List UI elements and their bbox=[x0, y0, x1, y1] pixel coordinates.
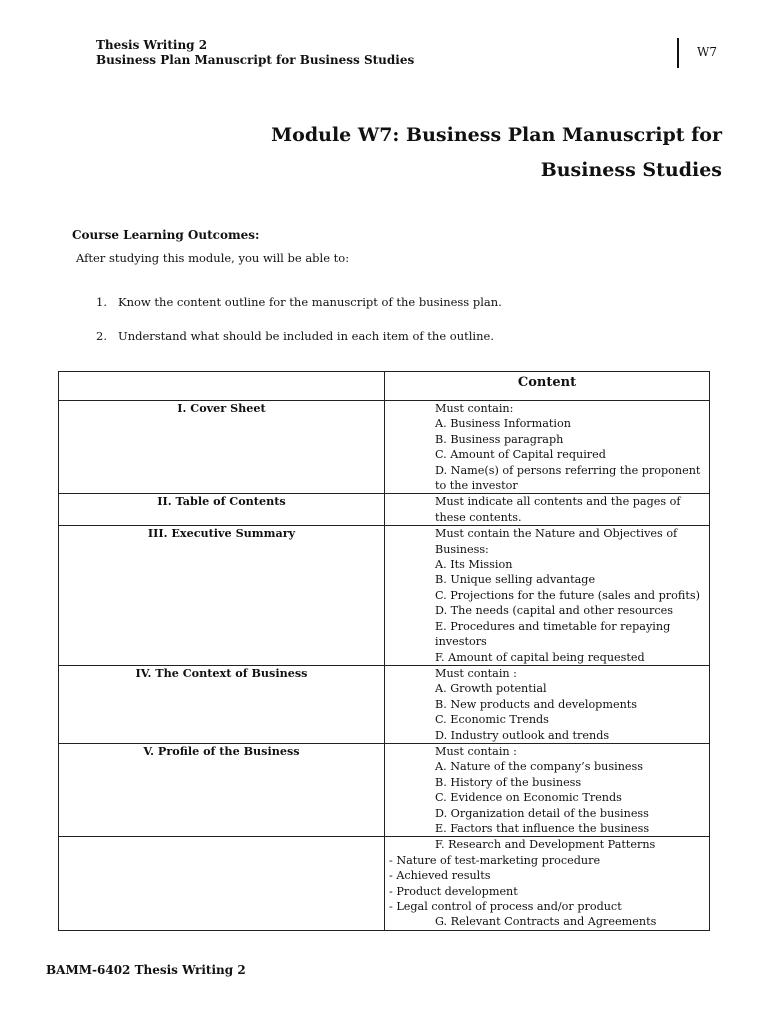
content-line: Must contain : bbox=[435, 666, 517, 680]
section-content-cell bbox=[385, 401, 710, 494]
header-cell-left bbox=[59, 372, 385, 401]
content-line: - Nature of test-marketing procedure bbox=[389, 853, 601, 867]
section-content-cell bbox=[385, 526, 710, 666]
section-title-cell bbox=[59, 837, 385, 930]
section-title-cell: I. Cover Sheet bbox=[59, 401, 385, 494]
section-title-cell: V. Profile of the Business bbox=[59, 743, 385, 836]
content-line: C. Amount of Capital required bbox=[435, 448, 606, 462]
page-title bbox=[271, 118, 722, 188]
content-line: D. The needs (capital and other resources bbox=[435, 604, 673, 618]
content-line: A. Nature of the company’s business bbox=[435, 760, 644, 774]
section-title-cell: III. Executive Summary bbox=[59, 526, 385, 666]
table-row bbox=[59, 401, 710, 494]
table-row bbox=[59, 494, 710, 526]
outcome-item: 1. Know the content outline for the manuscript of the business plan. bbox=[96, 295, 502, 309]
content-line: D. Name(s) of persons referring the proponent to the investor bbox=[435, 463, 701, 493]
content-line: B. New products and developments bbox=[435, 697, 638, 711]
outcomes-list bbox=[96, 295, 502, 363]
outcomes-intro: After studying this module, you will be able to: bbox=[76, 251, 350, 265]
title-line-2: Business Studies bbox=[540, 159, 722, 181]
header-cell-content: Content bbox=[385, 372, 710, 401]
header-module-code: W7 bbox=[697, 45, 717, 59]
page-footer: BAMM-6402 Thesis Writing 2 bbox=[46, 963, 246, 977]
section-content-cell bbox=[385, 665, 710, 743]
content-line: D. Organization detail of the business bbox=[435, 806, 649, 820]
content-line: Must indicate all contents and the pages of these contents. bbox=[435, 495, 681, 524]
content-line: E. Factors that influence the business bbox=[435, 821, 650, 835]
outline-table bbox=[58, 371, 710, 931]
content-line: A. Growth potential bbox=[435, 682, 547, 696]
table-header-row bbox=[59, 372, 710, 401]
table-row bbox=[59, 526, 710, 666]
content-line: - Product development bbox=[389, 884, 518, 898]
content-line: C. Evidence on Economic Trends bbox=[435, 791, 622, 805]
content-line: F. Amount of capital being requested bbox=[435, 650, 645, 664]
header-subtitle: Business Plan Manuscript for Business Studies bbox=[96, 53, 415, 67]
table-row bbox=[59, 743, 710, 836]
page-header bbox=[96, 38, 414, 68]
content-line: C. Projections for the future (sales and profits) bbox=[435, 588, 700, 602]
content-line: Must contain : bbox=[435, 744, 517, 758]
content-line: Must contain: bbox=[435, 402, 514, 415]
section-content-cell bbox=[385, 837, 710, 930]
section-content-cell bbox=[385, 494, 710, 526]
header-divider bbox=[677, 38, 679, 68]
section-title-cell: IV. The Context of Business bbox=[59, 665, 385, 743]
table-row bbox=[59, 665, 710, 743]
outcomes-heading: Course Learning Outcomes: bbox=[72, 228, 260, 242]
section-content-cell bbox=[385, 743, 710, 836]
content-line: A. Business Information bbox=[435, 417, 571, 431]
content-line: B. Unique selling advantage bbox=[435, 573, 596, 587]
title-line-1: Module W7: Business Plan Manuscript for bbox=[271, 124, 722, 146]
content-line: D. Industry outlook and trends bbox=[435, 728, 610, 742]
header-course: Thesis Writing 2 bbox=[96, 38, 208, 52]
content-line: C. Economic Trends bbox=[435, 713, 549, 727]
content-line: Must contain the Nature and Objectives of Business: bbox=[435, 527, 678, 556]
content-line: F. Research and Development Patterns bbox=[435, 838, 656, 852]
content-line: - Achieved results bbox=[389, 869, 491, 883]
table-row bbox=[59, 837, 710, 930]
content-line: G. Relevant Contracts and Agreements bbox=[435, 915, 657, 929]
section-title-cell: II. Table of Contents bbox=[59, 494, 385, 526]
content-line: - Legal control of process and/or product bbox=[389, 900, 622, 913]
content-line: B. History of the business bbox=[435, 775, 582, 789]
outcome-item: 2. Understand what should be included in each item of the outline. bbox=[96, 329, 494, 343]
content-line: E. Procedures and timetable for repaying investors bbox=[435, 619, 671, 649]
content-line: A. Its Mission bbox=[435, 558, 513, 572]
content-line: B. Business paragraph bbox=[435, 432, 564, 446]
